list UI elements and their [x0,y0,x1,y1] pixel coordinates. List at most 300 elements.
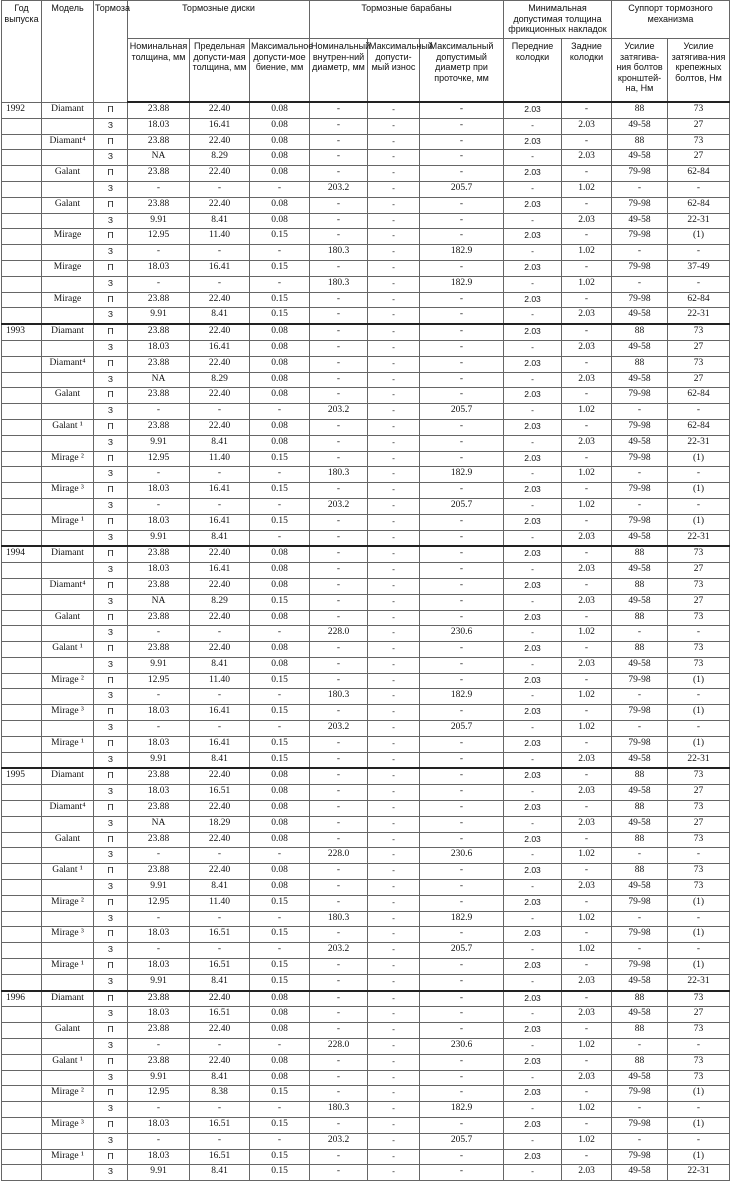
cell-runout: 0.15 [250,736,310,752]
cell-limit-thickness: 22.40 [190,388,250,404]
cell-year [2,705,42,721]
cell-front-pads: 2.03 [504,801,562,817]
cell-drum-max: - [420,118,504,134]
cell-model [42,880,94,896]
cell-limit-thickness: - [190,721,250,737]
table-row [2,372,730,388]
cell-runout: 0.08 [250,610,310,626]
cell-torque-mount: - [668,911,730,927]
table-row [2,673,730,689]
cell-drum-nominal: - [310,657,368,673]
cell-runout: 0.08 [250,801,310,817]
cell-model: Mirage ² [42,451,94,467]
cell-year [2,435,42,451]
cell-torque-bracket: 49-58 [612,880,668,896]
header-torque-bracket: Усилие затягива-ния болтов кронштей-на, Нм [612,39,668,103]
cell-torque-mount: (1) [668,229,730,245]
cell-brake: П [94,895,128,911]
cell-torque-bracket: 88 [612,1054,668,1070]
header-model: Модель [42,1,94,103]
cell-torque-bracket: 49-58 [612,785,668,801]
cell-rear-pads: 1.02 [562,1102,612,1118]
cell-model: Diamant⁴ [42,578,94,594]
cell-rear-pads: - [562,578,612,594]
cell-drum-wear: - [368,1070,420,1086]
cell-drum-max: - [420,1023,504,1039]
cell-drum-nominal: - [310,308,368,324]
cell-brake: П [94,134,128,150]
cell-rear-pads: - [562,642,612,658]
cell-nominal-thickness: NA [128,816,190,832]
cell-nominal-thickness: - [128,1133,190,1149]
cell-rear-pads: - [562,1118,612,1134]
cell-torque-bracket: 49-58 [612,1070,668,1086]
cell-nominal-thickness: 23.88 [128,768,190,784]
cell-drum-max: - [420,340,504,356]
cell-limit-thickness: 8.29 [190,150,250,166]
cell-drum-wear: - [368,1133,420,1149]
cell-year [2,530,42,546]
cell-front-pads: 2.03 [504,991,562,1007]
cell-year [2,1070,42,1086]
cell-drum-wear: - [368,340,420,356]
cell-rear-pads: 2.03 [562,340,612,356]
cell-model: Galant ¹ [42,864,94,880]
cell-torque-mount: (1) [668,451,730,467]
cell-model: Diamant [42,768,94,784]
cell-drum-nominal: 203.2 [310,498,368,514]
table-row [2,1023,730,1039]
cell-year [2,563,42,579]
cell-limit-thickness: - [190,1133,250,1149]
cell-drum-max: 230.6 [420,1039,504,1055]
cell-nominal-thickness: 23.88 [128,324,190,340]
cell-brake: П [94,801,128,817]
cell-drum-wear: - [368,959,420,975]
cell-nominal-thickness: 23.88 [128,102,190,118]
cell-drum-wear: - [368,150,420,166]
cell-torque-mount: 22-31 [668,213,730,229]
cell-model [42,626,94,642]
cell-drum-nominal: - [310,356,368,372]
cell-rear-pads: - [562,927,612,943]
header-front-pads: Передние колодки [504,39,562,103]
cell-runout: - [250,498,310,514]
cell-torque-bracket: 88 [612,1023,668,1039]
cell-torque-mount: 22-31 [668,974,730,990]
cell-model: Mirage ³ [42,483,94,499]
cell-model [42,276,94,292]
cell-front-pads: - [504,785,562,801]
cell-drum-max: - [420,785,504,801]
cell-drum-max: - [420,514,504,530]
cell-drum-nominal: - [310,546,368,562]
cell-brake: З [94,467,128,483]
cell-limit-thickness: 16.41 [190,705,250,721]
cell-drum-max: - [420,197,504,213]
cell-drum-nominal: - [310,991,368,1007]
cell-nominal-thickness: 9.91 [128,213,190,229]
cell-front-pads: - [504,880,562,896]
cell-drum-nominal: - [310,801,368,817]
cell-limit-thickness: 22.40 [190,356,250,372]
cell-year [2,514,42,530]
cell-runout: 0.08 [250,1023,310,1039]
cell-torque-mount: 73 [668,134,730,150]
cell-nominal-thickness: - [128,943,190,959]
cell-torque-bracket: 88 [612,768,668,784]
table-row [2,530,730,546]
cell-drum-wear: - [368,1039,420,1055]
cell-runout: 0.15 [250,1086,310,1102]
cell-drum-wear: - [368,1149,420,1165]
cell-torque-bracket: - [612,467,668,483]
cell-nominal-thickness: - [128,848,190,864]
cell-limit-thickness: 18.29 [190,816,250,832]
cell-torque-mount: - [668,1039,730,1055]
cell-rear-pads: 1.02 [562,498,612,514]
cell-front-pads: - [504,848,562,864]
cell-drum-max: - [420,864,504,880]
cell-rear-pads: - [562,514,612,530]
cell-runout: 0.15 [250,974,310,990]
cell-drum-max: - [420,880,504,896]
cell-runout: - [250,276,310,292]
cell-torque-bracket: 79-98 [612,705,668,721]
cell-drum-nominal: - [310,610,368,626]
cell-drum-nominal: - [310,752,368,768]
cell-year [2,451,42,467]
cell-nominal-thickness: 23.88 [128,801,190,817]
cell-limit-thickness: 8.41 [190,657,250,673]
cell-nominal-thickness: 18.03 [128,1007,190,1023]
cell-drum-max: - [420,213,504,229]
cell-nominal-thickness: 23.88 [128,197,190,213]
cell-brake: З [94,563,128,579]
cell-drum-nominal: - [310,340,368,356]
cell-runout: 0.08 [250,1007,310,1023]
cell-brake: З [94,435,128,451]
cell-brake: З [94,657,128,673]
cell-front-pads: 2.03 [504,705,562,721]
header-runout: Максимальное допусти-мое биение, мм [250,39,310,103]
cell-year: 1993 [2,324,42,340]
cell-drum-nominal: - [310,880,368,896]
cell-drum-max: - [420,1086,504,1102]
cell-torque-bracket: - [612,498,668,514]
cell-brake: З [94,1165,128,1181]
cell-drum-nominal: 228.0 [310,1039,368,1055]
cell-limit-thickness: 8.41 [190,752,250,768]
cell-drum-nominal: 180.3 [310,911,368,927]
cell-brake: П [94,578,128,594]
table-row [2,260,730,276]
cell-runout: - [250,467,310,483]
cell-drum-wear: - [368,626,420,642]
cell-drum-max: - [420,832,504,848]
cell-limit-thickness: 22.40 [190,864,250,880]
cell-rear-pads: 1.02 [562,181,612,197]
cell-torque-mount: 73 [668,642,730,658]
table-row [2,816,730,832]
cell-drum-max: 205.7 [420,498,504,514]
header-limit-thickness: Предельная допусти-мая толщина, мм [190,39,250,103]
cell-drum-max: - [420,736,504,752]
cell-brake: З [94,721,128,737]
cell-year [2,959,42,975]
cell-drum-wear: - [368,181,420,197]
cell-torque-bracket: 79-98 [612,1149,668,1165]
cell-model: Diamant [42,991,94,1007]
cell-drum-max: 205.7 [420,181,504,197]
table-row [2,785,730,801]
cell-model [42,563,94,579]
cell-model [42,1102,94,1118]
table-row [2,610,730,626]
cell-year [2,1039,42,1055]
cell-drum-wear: - [368,991,420,1007]
cell-nominal-thickness: - [128,626,190,642]
cell-drum-wear: - [368,673,420,689]
cell-drum-nominal: - [310,1007,368,1023]
cell-front-pads: - [504,213,562,229]
cell-front-pads: 2.03 [504,514,562,530]
table-row [2,102,730,118]
cell-runout: - [250,689,310,705]
table-row [2,1149,730,1165]
cell-rear-pads: - [562,483,612,499]
cell-drum-nominal: 180.3 [310,689,368,705]
cell-brake: З [94,181,128,197]
cell-torque-mount: (1) [668,1149,730,1165]
cell-runout: 0.08 [250,102,310,118]
cell-brake: З [94,752,128,768]
cell-drum-nominal: - [310,1165,368,1181]
cell-runout: 0.08 [250,1054,310,1070]
cell-limit-thickness: 16.41 [190,563,250,579]
cell-rear-pads: 2.03 [562,816,612,832]
table-row [2,324,730,340]
cell-torque-bracket: 79-98 [612,292,668,308]
cell-drum-nominal: 203.2 [310,181,368,197]
cell-drum-max: - [420,673,504,689]
cell-brake: З [94,404,128,420]
cell-drum-max: - [420,388,504,404]
cell-front-pads: 2.03 [504,483,562,499]
cell-limit-thickness: 16.51 [190,1149,250,1165]
cell-torque-mount: 73 [668,578,730,594]
cell-front-pads: - [504,594,562,610]
cell-model: Galant [42,1023,94,1039]
cell-runout: 0.15 [250,927,310,943]
cell-brake: П [94,1086,128,1102]
cell-drum-wear: - [368,911,420,927]
cell-torque-bracket: - [612,689,668,705]
cell-drum-wear: - [368,276,420,292]
cell-front-pads: 2.03 [504,578,562,594]
cell-year [2,1133,42,1149]
cell-limit-thickness: 16.51 [190,1118,250,1134]
cell-drum-max: - [420,974,504,990]
cell-front-pads: 2.03 [504,229,562,245]
cell-drum-max: - [420,102,504,118]
cell-torque-bracket: - [612,276,668,292]
cell-drum-wear: - [368,419,420,435]
cell-model: Mirage ² [42,895,94,911]
cell-year [2,974,42,990]
cell-drum-nominal: - [310,514,368,530]
cell-year [2,340,42,356]
cell-nominal-thickness: 18.03 [128,483,190,499]
cell-model: Galant ¹ [42,419,94,435]
cell-rear-pads: 2.03 [562,1070,612,1086]
cell-front-pads: 2.03 [504,1118,562,1134]
cell-torque-bracket: 88 [612,642,668,658]
table-row [2,197,730,213]
cell-front-pads: 2.03 [504,832,562,848]
cell-brake: З [94,943,128,959]
cell-model [42,1070,94,1086]
cell-rear-pads: 2.03 [562,974,612,990]
table-row [2,451,730,467]
cell-runout: 0.15 [250,514,310,530]
cell-torque-mount: 73 [668,324,730,340]
cell-drum-nominal: 203.2 [310,1133,368,1149]
cell-torque-mount: (1) [668,959,730,975]
cell-drum-nominal: - [310,118,368,134]
cell-limit-thickness: 16.51 [190,927,250,943]
cell-torque-bracket: 79-98 [612,736,668,752]
cell-runout: - [250,943,310,959]
cell-torque-bracket: 88 [612,991,668,1007]
table-row [2,166,730,182]
cell-limit-thickness: - [190,689,250,705]
cell-torque-bracket: 49-58 [612,435,668,451]
brake-spec-table [1,0,730,1181]
cell-torque-mount: - [668,498,730,514]
cell-year: 1996 [2,991,42,1007]
cell-torque-mount: 27 [668,1007,730,1023]
cell-nominal-thickness: 23.88 [128,991,190,1007]
table-row [2,419,730,435]
cell-year [2,134,42,150]
cell-brake: З [94,1070,128,1086]
header-drum-wear: Максимальный допусти-мый износ [368,39,420,103]
cell-rear-pads: - [562,102,612,118]
cell-drum-wear: - [368,308,420,324]
cell-model [42,1007,94,1023]
cell-runout: 0.08 [250,563,310,579]
cell-drum-max: - [420,356,504,372]
table-row [2,736,730,752]
cell-rear-pads: - [562,419,612,435]
table-row [2,848,730,864]
cell-limit-thickness: 16.41 [190,260,250,276]
cell-rear-pads: - [562,260,612,276]
cell-torque-bracket: 49-58 [612,1007,668,1023]
cell-rear-pads: 1.02 [562,943,612,959]
cell-year [2,197,42,213]
cell-rear-pads: 1.02 [562,911,612,927]
cell-nominal-thickness: 9.91 [128,880,190,896]
cell-drum-nominal: - [310,451,368,467]
cell-drum-max: - [420,483,504,499]
cell-nominal-thickness: 23.88 [128,166,190,182]
cell-torque-bracket: 79-98 [612,673,668,689]
cell-torque-mount: 27 [668,118,730,134]
cell-year [2,372,42,388]
cell-drum-max: - [420,260,504,276]
cell-model: Mirage ¹ [42,959,94,975]
cell-drum-nominal: - [310,229,368,245]
cell-drum-max: - [420,292,504,308]
cell-nominal-thickness: - [128,276,190,292]
cell-front-pads: - [504,118,562,134]
cell-nominal-thickness: 23.88 [128,832,190,848]
cell-model [42,752,94,768]
cell-rear-pads: 1.02 [562,626,612,642]
cell-brake: П [94,927,128,943]
cell-drum-nominal: - [310,197,368,213]
cell-runout: - [250,1102,310,1118]
cell-drum-wear: - [368,134,420,150]
cell-torque-mount: 62-84 [668,419,730,435]
cell-drum-wear: - [368,213,420,229]
table-row [2,1086,730,1102]
table-row [2,864,730,880]
cell-limit-thickness: - [190,276,250,292]
table-row [2,1118,730,1134]
cell-drum-wear: - [368,736,420,752]
cell-limit-thickness: 22.40 [190,134,250,150]
cell-model [42,943,94,959]
cell-torque-bracket: 49-58 [612,150,668,166]
cell-brake: П [94,705,128,721]
cell-drum-wear: - [368,752,420,768]
header-group-discs: Тормозные диски [128,1,310,39]
cell-rear-pads: - [562,356,612,372]
cell-drum-wear: - [368,848,420,864]
table-row [2,181,730,197]
cell-drum-wear: - [368,530,420,546]
cell-year [2,642,42,658]
cell-nominal-thickness: 23.88 [128,134,190,150]
cell-limit-thickness: - [190,1102,250,1118]
cell-torque-bracket: - [612,911,668,927]
brake-spec-sheet [1,0,729,1181]
cell-drum-max: - [420,324,504,340]
cell-limit-thickness: 22.40 [190,642,250,658]
cell-model [42,435,94,451]
cell-drum-nominal: - [310,1023,368,1039]
cell-front-pads: 2.03 [504,673,562,689]
cell-nominal-thickness: 9.91 [128,530,190,546]
cell-runout: 0.08 [250,832,310,848]
cell-runout: 0.15 [250,959,310,975]
cell-nominal-thickness: 9.91 [128,974,190,990]
cell-torque-bracket: 49-58 [612,372,668,388]
cell-drum-nominal: - [310,419,368,435]
cell-rear-pads: 2.03 [562,594,612,610]
cell-drum-wear: - [368,467,420,483]
cell-model [42,150,94,166]
cell-drum-wear: - [368,1118,420,1134]
cell-torque-mount: - [668,404,730,420]
cell-torque-mount: 22-31 [668,1165,730,1181]
cell-year [2,578,42,594]
cell-torque-bracket: 49-58 [612,563,668,579]
cell-limit-thickness: - [190,498,250,514]
